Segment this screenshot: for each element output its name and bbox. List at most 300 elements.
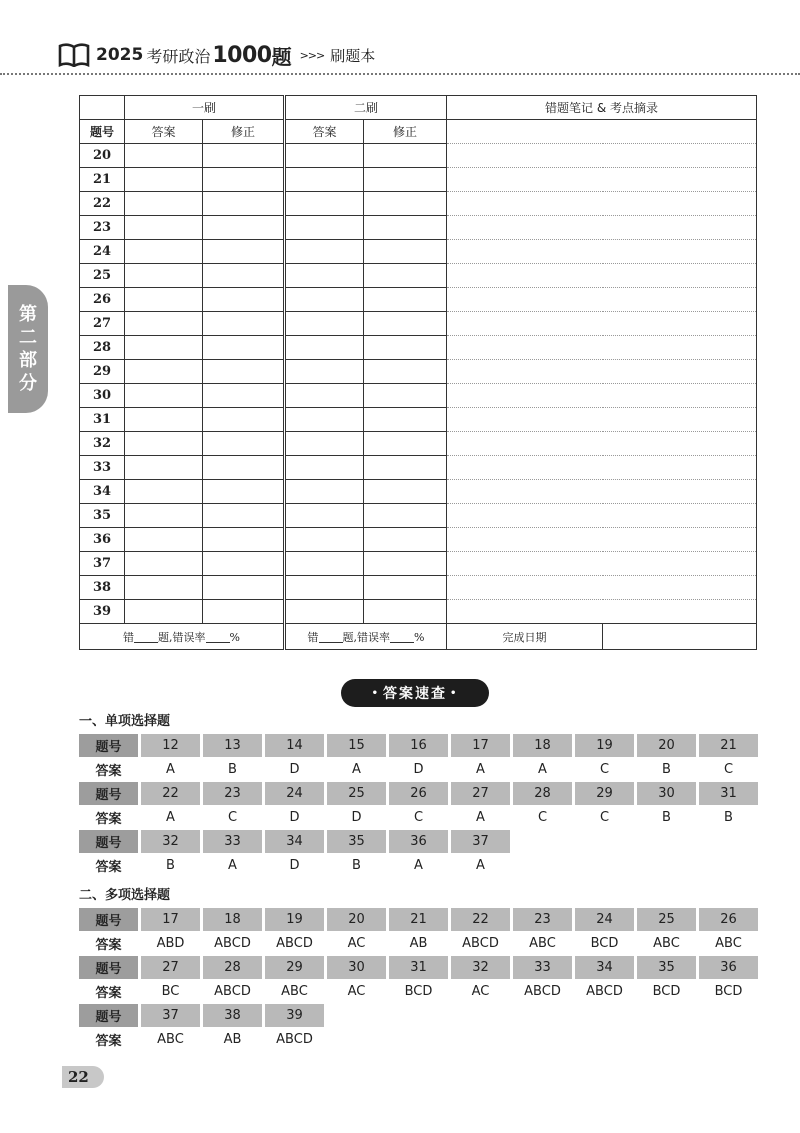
- key-question-number: 21: [389, 908, 448, 931]
- answer-header: 答案: [285, 120, 364, 144]
- key-question-number: 30: [637, 782, 696, 805]
- key-answer: ABD: [156, 936, 185, 951]
- empty-cell: [575, 1004, 634, 1027]
- round2-correction-cell[interactable]: [364, 288, 447, 312]
- book-icon: [58, 43, 90, 67]
- key-question-number: 33: [513, 956, 572, 979]
- stat-rate-label: 题,错误率: [342, 630, 391, 644]
- empty-cell: [575, 853, 634, 878]
- key-answer: ABC: [529, 936, 556, 951]
- round2-answer-cell[interactable]: [285, 168, 364, 192]
- round2-correction-cell[interactable]: [364, 456, 447, 480]
- error-rate-blank[interactable]: [390, 633, 414, 643]
- round1-header: 一刷: [125, 96, 285, 120]
- key-answer: B: [228, 762, 237, 777]
- empty-cell: [389, 1004, 448, 1027]
- round2-correction-cell[interactable]: [364, 336, 447, 360]
- finish-date-cell[interactable]: [603, 624, 757, 650]
- notes-line[interactable]: [447, 384, 757, 408]
- round1-correction-cell[interactable]: [203, 336, 285, 360]
- round2-answer-cell[interactable]: [285, 408, 364, 432]
- question-number: 28: [80, 336, 125, 360]
- multiple-choice-key: [76, 908, 761, 1052]
- record-row: [80, 576, 757, 600]
- notes-line[interactable]: [447, 336, 757, 360]
- key-answer: ABCD: [276, 1032, 313, 1047]
- round2-correction-cell[interactable]: [364, 240, 447, 264]
- record-row: [80, 144, 757, 168]
- notes-line[interactable]: [447, 432, 757, 456]
- notes-line[interactable]: [447, 504, 757, 528]
- round1-answer-cell[interactable]: [125, 480, 203, 504]
- empty-cell: [699, 853, 758, 878]
- notes-line[interactable]: [447, 192, 757, 216]
- key-answer: AB: [409, 936, 428, 951]
- answer-label: 答案: [95, 812, 122, 827]
- notes-line[interactable]: [447, 360, 757, 384]
- answer-header: 答案: [125, 120, 203, 144]
- round2-correction-cell[interactable]: [364, 264, 447, 288]
- round1-correction-cell[interactable]: [203, 504, 285, 528]
- round2-correction-cell[interactable]: [364, 480, 447, 504]
- key-question-number: 24: [265, 782, 324, 805]
- key-question-number: 38: [203, 1004, 262, 1027]
- stat-percent-label: %: [229, 630, 240, 644]
- round1-answer-cell[interactable]: [125, 384, 203, 408]
- key-question-number: 27: [451, 782, 510, 805]
- key-answer: ABCD: [586, 984, 623, 999]
- record-row: [80, 384, 757, 408]
- key-question-number: 18: [203, 908, 262, 931]
- round2-answer-cell[interactable]: [285, 552, 364, 576]
- round1-answer-cell[interactable]: [125, 336, 203, 360]
- question-number: 35: [80, 504, 125, 528]
- key-question-number: 36: [699, 956, 758, 979]
- empty-cell: [327, 1004, 386, 1027]
- key-question-number: 35: [327, 830, 386, 853]
- key-answer: A: [476, 762, 485, 777]
- key-answer: ABCD: [214, 984, 251, 999]
- record-row: [80, 456, 757, 480]
- question-number: 23: [80, 216, 125, 240]
- header-title-char: 题: [271, 44, 292, 69]
- round1-answer-cell[interactable]: [125, 264, 203, 288]
- header-subtitle: 刷题本: [330, 46, 376, 65]
- empty-cell: [451, 1004, 510, 1027]
- round1-correction-cell[interactable]: [203, 240, 285, 264]
- key-answer: B: [166, 858, 175, 873]
- question-number: 38: [80, 576, 125, 600]
- header-subject: 考研政治: [146, 46, 211, 66]
- round2-correction-cell[interactable]: [364, 408, 447, 432]
- round2-answer-cell[interactable]: [285, 288, 364, 312]
- header-year: 2025: [96, 45, 144, 65]
- round1-correction-cell[interactable]: [203, 192, 285, 216]
- stat-rate-label: 题,错误率: [158, 630, 206, 644]
- key-question-row: [79, 908, 758, 931]
- key-answer: ABC: [715, 936, 742, 951]
- round2-answer-cell[interactable]: [285, 528, 364, 552]
- round2-answer-cell[interactable]: [285, 144, 364, 168]
- key-answer: C: [413, 810, 424, 825]
- question-number: 22: [80, 192, 125, 216]
- key-question-row: [79, 956, 758, 979]
- round2-answer-cell[interactable]: [285, 600, 364, 624]
- record-row: [80, 600, 757, 624]
- wrong-count-blank[interactable]: [319, 633, 343, 643]
- answer-key-title-text: 答案速查: [383, 686, 447, 702]
- qnum-header: 题号: [80, 120, 125, 144]
- round1-correction-cell[interactable]: [203, 360, 285, 384]
- key-question-number: 20: [327, 908, 386, 931]
- multiple-choice-heading: 二、多项选择题: [79, 888, 171, 903]
- single-choice-heading: 一、单项选择题: [79, 714, 171, 729]
- empty-cell: [637, 1004, 696, 1027]
- notes-line[interactable]: [447, 456, 757, 480]
- round1-correction-cell[interactable]: [203, 528, 285, 552]
- empty-cell: [327, 1027, 386, 1052]
- key-answer: A: [352, 762, 361, 777]
- side-tab-char: 二: [19, 327, 37, 348]
- empty-cell: [575, 1027, 634, 1052]
- round2-correction-cell[interactable]: [364, 192, 447, 216]
- finish-date-label: 完成日期: [447, 624, 603, 650]
- round1-answer-cell[interactable]: [125, 408, 203, 432]
- notes-line[interactable]: [447, 600, 757, 624]
- round2-answer-cell[interactable]: [285, 384, 364, 408]
- answer-label: 答案: [95, 986, 122, 1001]
- record-row: [80, 312, 757, 336]
- record-row: [80, 336, 757, 360]
- round1-answer-cell[interactable]: [125, 216, 203, 240]
- key-answer: C: [537, 810, 548, 825]
- key-question-number: 25: [637, 908, 696, 931]
- notes-line[interactable]: [447, 264, 757, 288]
- round2-header: 二刷: [285, 96, 447, 120]
- empty-cell: [389, 1027, 448, 1052]
- round2-correction-cell[interactable]: [364, 528, 447, 552]
- key-question-row: [79, 830, 758, 853]
- round1-correction-cell[interactable]: [203, 144, 285, 168]
- header-divider: [0, 73, 800, 75]
- key-answer-row: [79, 853, 758, 878]
- record-row: [80, 360, 757, 384]
- round2-answer-cell[interactable]: [285, 480, 364, 504]
- notes-line[interactable]: [447, 480, 757, 504]
- empty-cell: [637, 853, 696, 878]
- key-question-number: 18: [513, 734, 572, 757]
- key-question-number: 31: [699, 782, 758, 805]
- round2-correction-cell[interactable]: [364, 600, 447, 624]
- key-answer: ABCD: [214, 936, 251, 951]
- key-question-number: 26: [389, 782, 448, 805]
- record-row: [80, 216, 757, 240]
- side-tab-char: 部: [19, 350, 37, 371]
- round1-answer-cell[interactable]: [125, 600, 203, 624]
- question-label: 题号: [79, 782, 138, 805]
- record-row: [80, 192, 757, 216]
- key-answer: BCD: [590, 936, 619, 951]
- notes-line: [447, 120, 757, 144]
- question-number: 31: [80, 408, 125, 432]
- key-answer: B: [724, 810, 733, 825]
- key-answer: A: [166, 762, 175, 777]
- key-question-number: 12: [141, 734, 200, 757]
- key-question-number: 20: [637, 734, 696, 757]
- key-answer-row: [79, 979, 758, 1004]
- side-tab-char: 第: [19, 304, 37, 325]
- key-question-number: 23: [203, 782, 262, 805]
- key-question-number: 16: [389, 734, 448, 757]
- round2-answer-cell[interactable]: [285, 312, 364, 336]
- empty-cell: [699, 830, 758, 853]
- round1-stats: [80, 624, 285, 650]
- key-question-number: 28: [513, 782, 572, 805]
- key-answer: BCD: [404, 984, 433, 999]
- title-dot: •: [371, 687, 380, 699]
- round1-answer-cell[interactable]: [125, 168, 203, 192]
- key-question-number: 27: [141, 956, 200, 979]
- key-answer: A: [476, 858, 485, 873]
- round1-answer-cell[interactable]: [125, 432, 203, 456]
- empty-cell: [513, 830, 572, 853]
- key-answer: BCD: [652, 984, 681, 999]
- round1-correction-cell[interactable]: [203, 552, 285, 576]
- stat-percent-label: %: [414, 630, 425, 644]
- empty-cell: [513, 1027, 572, 1052]
- question-number: 20: [80, 144, 125, 168]
- empty-cell: [699, 1004, 758, 1027]
- stat-wrong-label: 错: [307, 630, 319, 644]
- notes-line[interactable]: [447, 168, 757, 192]
- round2-correction-cell[interactable]: [364, 312, 447, 336]
- header-number: 1000: [212, 42, 272, 68]
- round2-answer-cell[interactable]: [285, 240, 364, 264]
- empty-cell: [637, 830, 696, 853]
- notes-line[interactable]: [447, 576, 757, 600]
- record-row: [80, 480, 757, 504]
- round2-correction-cell[interactable]: [364, 360, 447, 384]
- question-number: 39: [80, 600, 125, 624]
- round2-correction-cell[interactable]: [364, 504, 447, 528]
- stats-row: [80, 624, 757, 650]
- key-question-number: 19: [575, 734, 634, 757]
- header-arrows: >>>: [299, 48, 325, 62]
- round2-stats: [285, 624, 447, 650]
- round1-correction-cell[interactable]: [203, 288, 285, 312]
- round1-answer-cell[interactable]: [125, 456, 203, 480]
- round1-correction-cell[interactable]: [203, 264, 285, 288]
- round1-answer-cell[interactable]: [125, 312, 203, 336]
- round2-answer-cell[interactable]: [285, 504, 364, 528]
- record-row: [80, 528, 757, 552]
- question-number: 29: [80, 360, 125, 384]
- round2-answer-cell[interactable]: [285, 360, 364, 384]
- question-number: 36: [80, 528, 125, 552]
- key-answer: C: [599, 810, 610, 825]
- key-question-number: 37: [141, 1004, 200, 1027]
- key-question-number: 30: [327, 956, 386, 979]
- round1-correction-cell[interactable]: [203, 408, 285, 432]
- round1-answer-cell[interactable]: [125, 504, 203, 528]
- round2-answer-cell[interactable]: [285, 456, 364, 480]
- empty-cell: [575, 830, 634, 853]
- wrong-count-blank[interactable]: [134, 633, 158, 643]
- key-answer: B: [352, 858, 361, 873]
- record-row: [80, 288, 757, 312]
- notes-line[interactable]: [447, 144, 757, 168]
- key-answer: ABCD: [462, 936, 499, 951]
- round2-correction-cell[interactable]: [364, 168, 447, 192]
- key-question-row: [79, 734, 758, 757]
- blank-header-cell: [80, 96, 125, 120]
- key-question-number: 28: [203, 956, 262, 979]
- question-number: 24: [80, 240, 125, 264]
- round1-correction-cell[interactable]: [203, 576, 285, 600]
- key-answer: B: [662, 762, 671, 777]
- round1-answer-cell[interactable]: [125, 192, 203, 216]
- question-label: 题号: [79, 830, 138, 853]
- notes-line[interactable]: [447, 312, 757, 336]
- round1-answer-cell[interactable]: [125, 144, 203, 168]
- key-question-number: 33: [203, 830, 262, 853]
- question-number: 33: [80, 456, 125, 480]
- key-question-number: 22: [141, 782, 200, 805]
- key-question-number: 35: [637, 956, 696, 979]
- key-question-row: [79, 1004, 758, 1027]
- round1-correction-cell[interactable]: [203, 312, 285, 336]
- key-answer: AC: [347, 936, 366, 951]
- key-answer: D: [413, 762, 424, 777]
- key-question-number: 34: [265, 830, 324, 853]
- answer-label: 答案: [95, 860, 122, 875]
- round1-correction-cell[interactable]: [203, 384, 285, 408]
- round2-correction-cell[interactable]: [364, 576, 447, 600]
- key-answer: C: [599, 762, 610, 777]
- correction-header: 修正: [203, 120, 285, 144]
- notes-header: 错题笔记 & 考点摘录: [447, 96, 757, 120]
- answer-label: 答案: [95, 1034, 122, 1049]
- question-label: 题号: [79, 734, 138, 757]
- round1-answer-cell[interactable]: [125, 360, 203, 384]
- key-question-number: 17: [451, 734, 510, 757]
- key-answer: D: [289, 762, 300, 777]
- notes-line[interactable]: [447, 216, 757, 240]
- key-answer: ABCD: [276, 936, 313, 951]
- key-answer: ABC: [281, 984, 308, 999]
- key-question-number: 37: [451, 830, 510, 853]
- question-number: 21: [80, 168, 125, 192]
- round2-answer-cell[interactable]: [285, 264, 364, 288]
- round1-correction-cell[interactable]: [203, 480, 285, 504]
- question-number: 37: [80, 552, 125, 576]
- question-label: 题号: [79, 1004, 138, 1027]
- round2-answer-cell[interactable]: [285, 216, 364, 240]
- key-question-row: [79, 782, 758, 805]
- key-answer-row: [79, 805, 758, 830]
- notes-line[interactable]: [447, 288, 757, 312]
- round1-answer-cell[interactable]: [125, 240, 203, 264]
- record-row: [80, 264, 757, 288]
- answer-label: 答案: [95, 938, 122, 953]
- key-answer: A: [538, 762, 547, 777]
- record-row: [80, 240, 757, 264]
- question-number: 26: [80, 288, 125, 312]
- round1-correction-cell[interactable]: [203, 216, 285, 240]
- key-question-number: 21: [699, 734, 758, 757]
- round1-correction-cell[interactable]: [203, 168, 285, 192]
- round2-correction-cell[interactable]: [364, 216, 447, 240]
- page-number: 22: [62, 1066, 104, 1088]
- round2-answer-cell[interactable]: [285, 576, 364, 600]
- key-answer: C: [227, 810, 238, 825]
- single-choice-key: [76, 734, 761, 878]
- practice-record-table: [79, 95, 757, 650]
- key-question-number: 22: [451, 908, 510, 931]
- round2-correction-cell[interactable]: [364, 384, 447, 408]
- round1-answer-cell[interactable]: [125, 576, 203, 600]
- empty-cell: [513, 853, 572, 878]
- notes-line[interactable]: [447, 408, 757, 432]
- round2-answer-cell[interactable]: [285, 192, 364, 216]
- round2-answer-cell[interactable]: [285, 336, 364, 360]
- round2-correction-cell[interactable]: [364, 144, 447, 168]
- key-answer: AC: [347, 984, 366, 999]
- round1-answer-cell[interactable]: [125, 552, 203, 576]
- notes-line[interactable]: [447, 528, 757, 552]
- round1-correction-cell[interactable]: [203, 600, 285, 624]
- key-question-number: 26: [699, 908, 758, 931]
- record-row: [80, 552, 757, 576]
- notes-line[interactable]: [447, 552, 757, 576]
- key-answer: D: [289, 858, 300, 873]
- key-question-number: 25: [327, 782, 386, 805]
- key-answer: A: [476, 810, 485, 825]
- key-question-number: 32: [451, 956, 510, 979]
- round2-answer-cell[interactable]: [285, 432, 364, 456]
- round2-correction-cell[interactable]: [364, 552, 447, 576]
- notes-line[interactable]: [447, 240, 757, 264]
- record-row: [80, 408, 757, 432]
- side-tab-char: 分: [19, 373, 37, 394]
- round1-answer-cell[interactable]: [125, 288, 203, 312]
- key-answer: BCD: [714, 984, 743, 999]
- key-question-number: 32: [141, 830, 200, 853]
- key-answer: C: [723, 762, 734, 777]
- round2-correction-cell[interactable]: [364, 432, 447, 456]
- answer-key-title: [341, 679, 489, 707]
- question-number: 25: [80, 264, 125, 288]
- record-row: [80, 504, 757, 528]
- key-answer: AC: [471, 984, 490, 999]
- empty-cell: [637, 1027, 696, 1052]
- key-question-number: 29: [575, 782, 634, 805]
- empty-cell: [699, 1027, 758, 1052]
- section-side-tab: [8, 285, 48, 413]
- round1-correction-cell[interactable]: [203, 456, 285, 480]
- key-question-number: 17: [141, 908, 200, 931]
- key-answer: ABC: [157, 1032, 184, 1047]
- key-answer: AB: [223, 1032, 242, 1047]
- question-number: 32: [80, 432, 125, 456]
- error-rate-blank[interactable]: [206, 633, 230, 643]
- round1-correction-cell[interactable]: [203, 432, 285, 456]
- key-question-number: 24: [575, 908, 634, 931]
- empty-cell: [513, 1004, 572, 1027]
- key-answer-row: [79, 757, 758, 782]
- record-row: [80, 432, 757, 456]
- round1-answer-cell[interactable]: [125, 528, 203, 552]
